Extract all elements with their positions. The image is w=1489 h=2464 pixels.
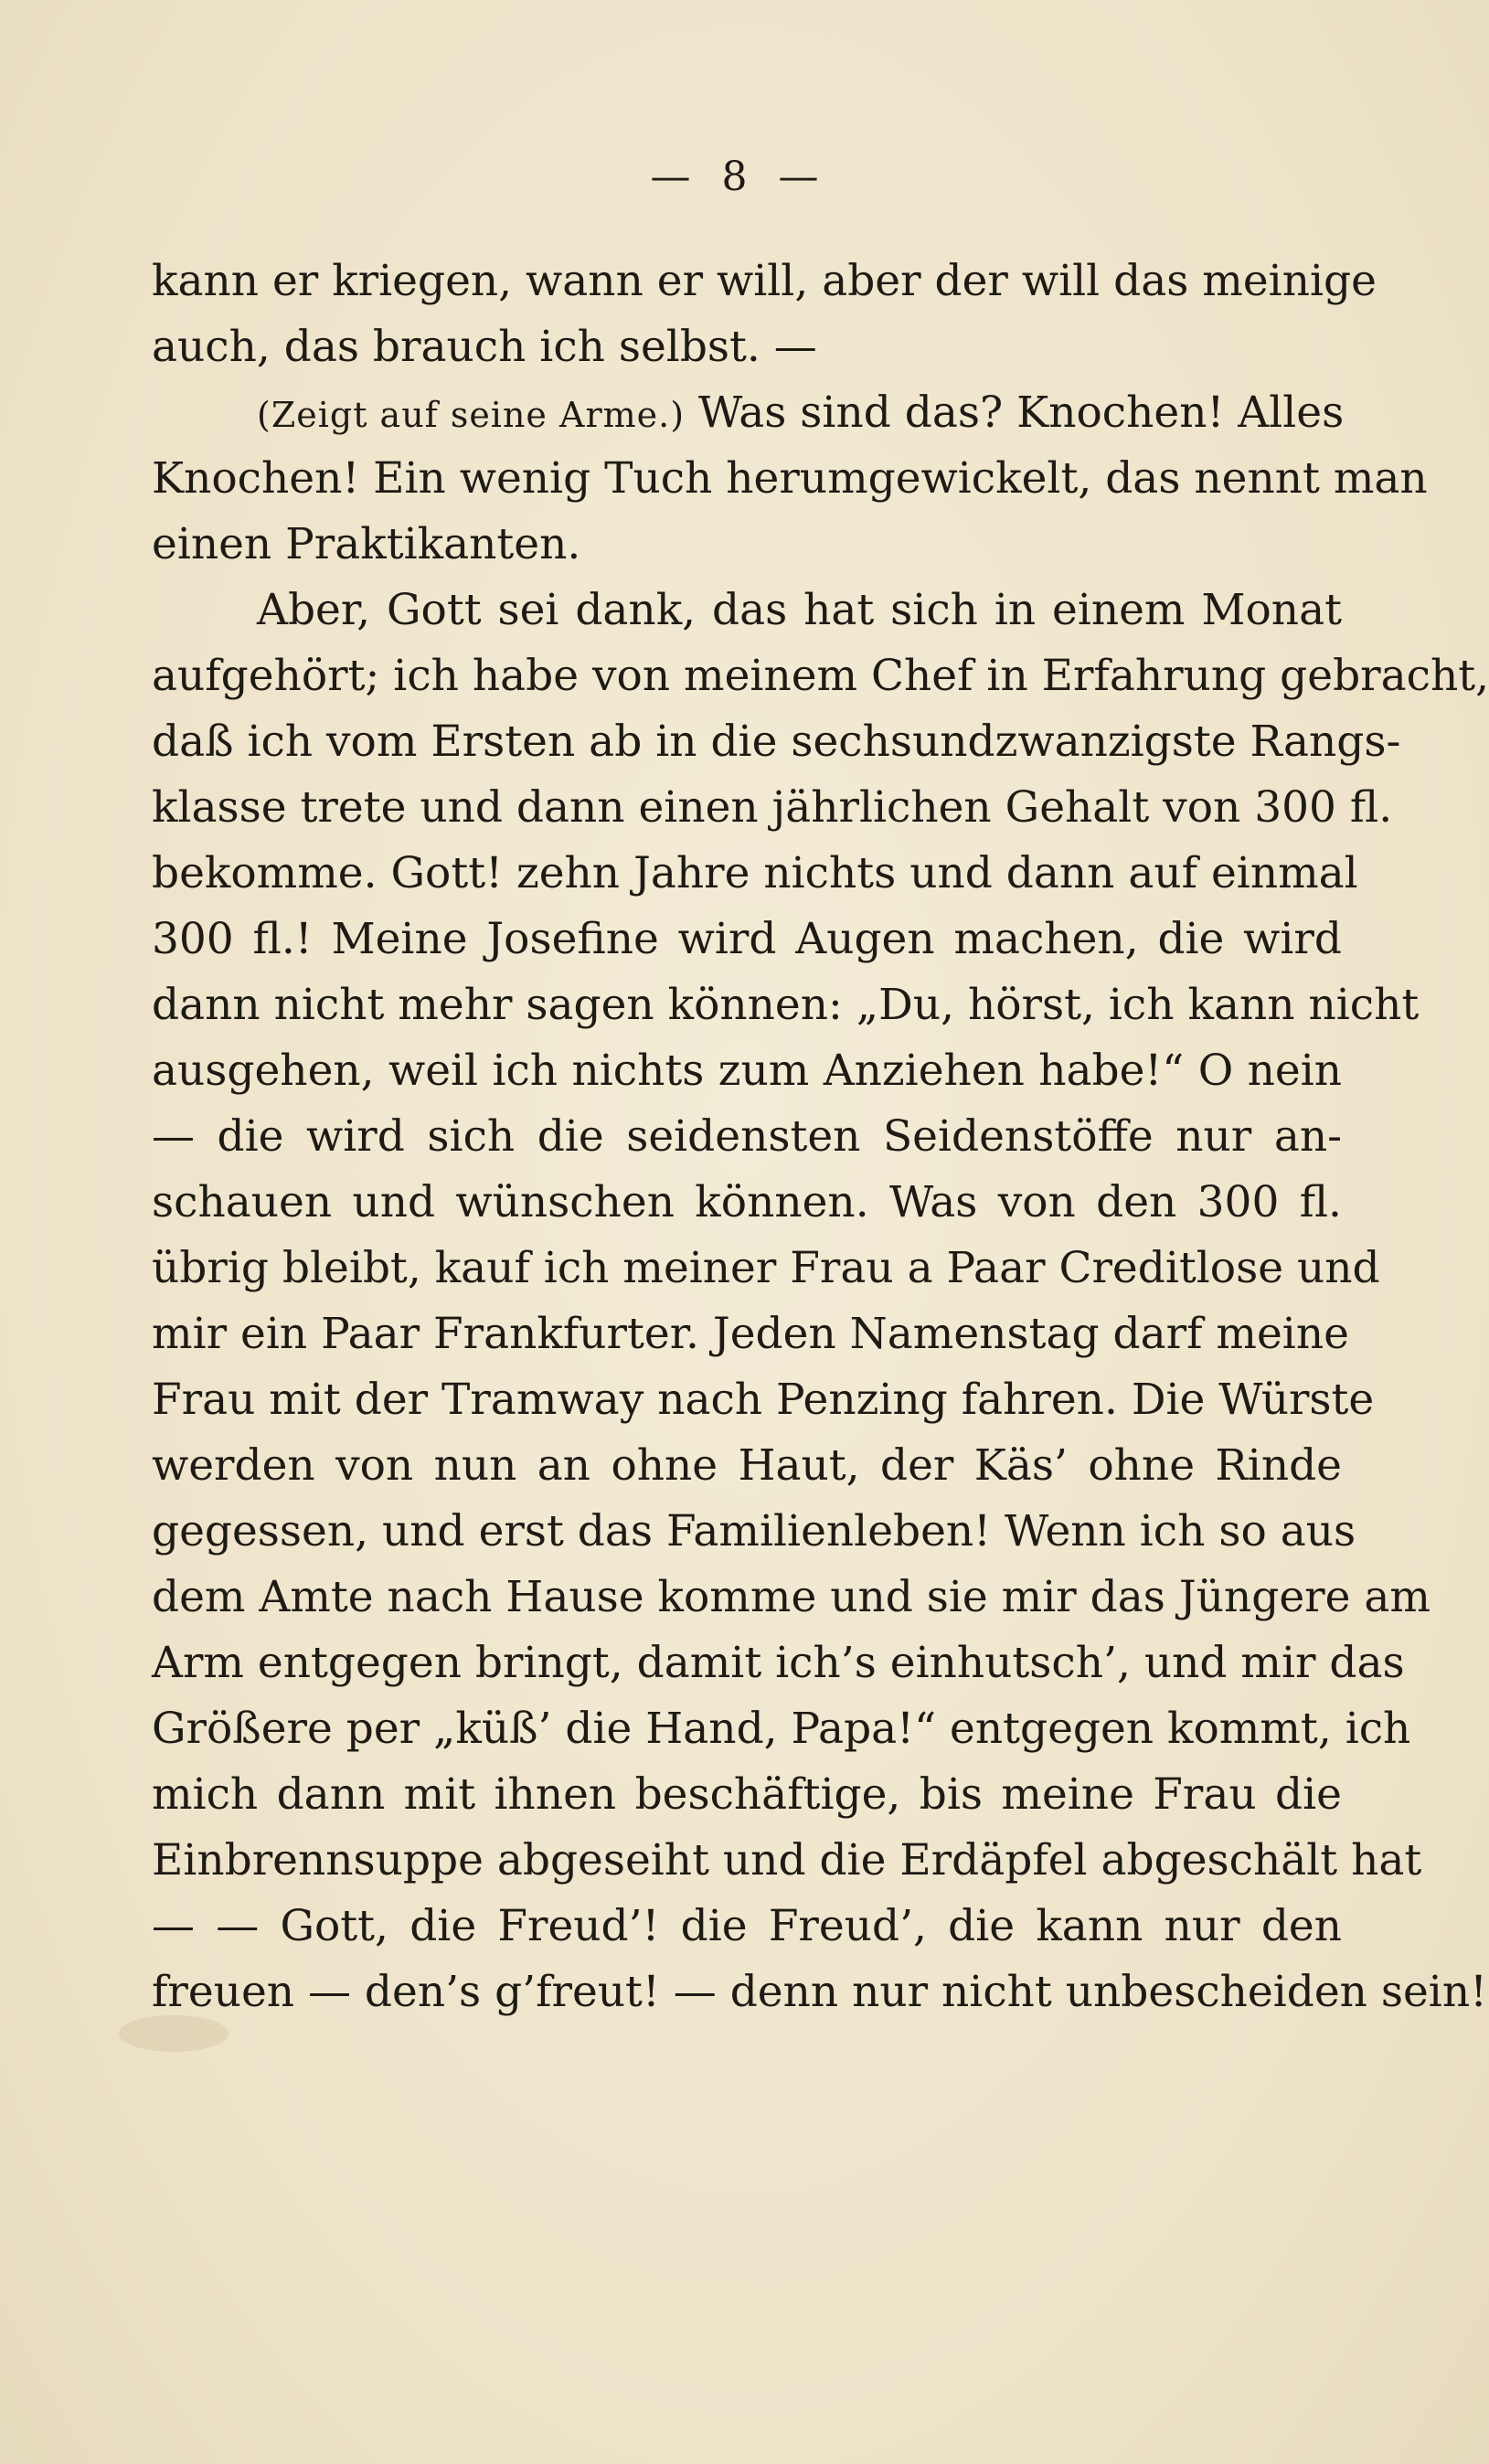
text-line: Arm entgegen bringt, damit ich’s einhutsch’, und mir das [152,1638,1405,1688]
text-line: — — Gott, die Freud’! die Freud’, die kann nur den [152,1901,1342,1951]
text-line: gegessen, und erst das Familienleben! Wenn ich so aus [152,1506,1356,1556]
text-line: übrig bleibt, kauf ich meiner Frau a Paar Creditlose und [152,1243,1380,1293]
text-line-rest: Was sind das? Knochen! Alles [698,388,1345,438]
text-line: aufgehört; ich habe von meinem Chef in Erfahrung gebracht, [152,651,1489,701]
text-line: dem Amte nach Hause komme und sie mir das Jüngere am [152,1572,1431,1622]
text-line: auch, das brauch ich selbst. — [152,322,817,372]
stage-direction: (Zeigt auf seine Arme.) [257,395,686,435]
text-line: bekomme. Gott! zehn Jahre nichts und dann auf einmal [152,848,1358,898]
text-line: mir ein Paar Frankfurter. Jeden Namenstag darf meine [152,1309,1349,1359]
text-line: werden von nun an ohne Haut, der Käs’ ohne Rinde [152,1440,1342,1491]
text-line: schauen und wünschen können. Was von den 300 fl. [152,1177,1342,1227]
text-line: 300 fl.! Meine Josefine wird Augen machen, die wird [152,914,1342,964]
page-number: — 8 — [650,154,828,200]
text-line: dann nicht mehr sagen können: „Du, hörst, ich kann nicht [152,980,1420,1030]
text-line: Aber, Gott sei dank, das hat sich in einem Monat [257,585,1342,635]
text-line: Einbrennsuppe abgeseiht und die Erdäpfel abgeschält hat [152,1835,1422,1885]
text-line: kann er kriegen, wann er will, aber der will das meinige [152,256,1377,306]
text-line: Frau mit der Tramway nach Penzing fahren. Die Würste [152,1375,1375,1425]
text-line: einen Praktikanten. [152,519,581,569]
text-line: — die wird sich die seidensten Seidenstöffe nur an- [152,1111,1342,1162]
text-line: klasse trete und dann einen jährlichen Gehalt von 300 fl. [152,782,1393,833]
text-line: Größere per „küß’ die Hand, Papa!“ entgegen kommt, ich [152,1704,1411,1754]
text-line: Knochen! Ein wenig Tuch herumgewickelt, das nennt man [152,453,1428,504]
text-line: freuen — den’s g’freut! — denn nur nicht unbescheiden sein! [152,1967,1487,2017]
text-line-stage [152,380,1345,446]
text-line: mich dann mit ihnen beschäftige, bis meine Frau die [152,1769,1342,1820]
text-line: ausgehen, weil ich nichts zum Anziehen habe!“ O nein [152,1046,1342,1096]
text-line: daß ich vom Ersten ab in die sechsundzwanzigste Rangs- [152,717,1401,767]
body-text [152,249,1489,2025]
